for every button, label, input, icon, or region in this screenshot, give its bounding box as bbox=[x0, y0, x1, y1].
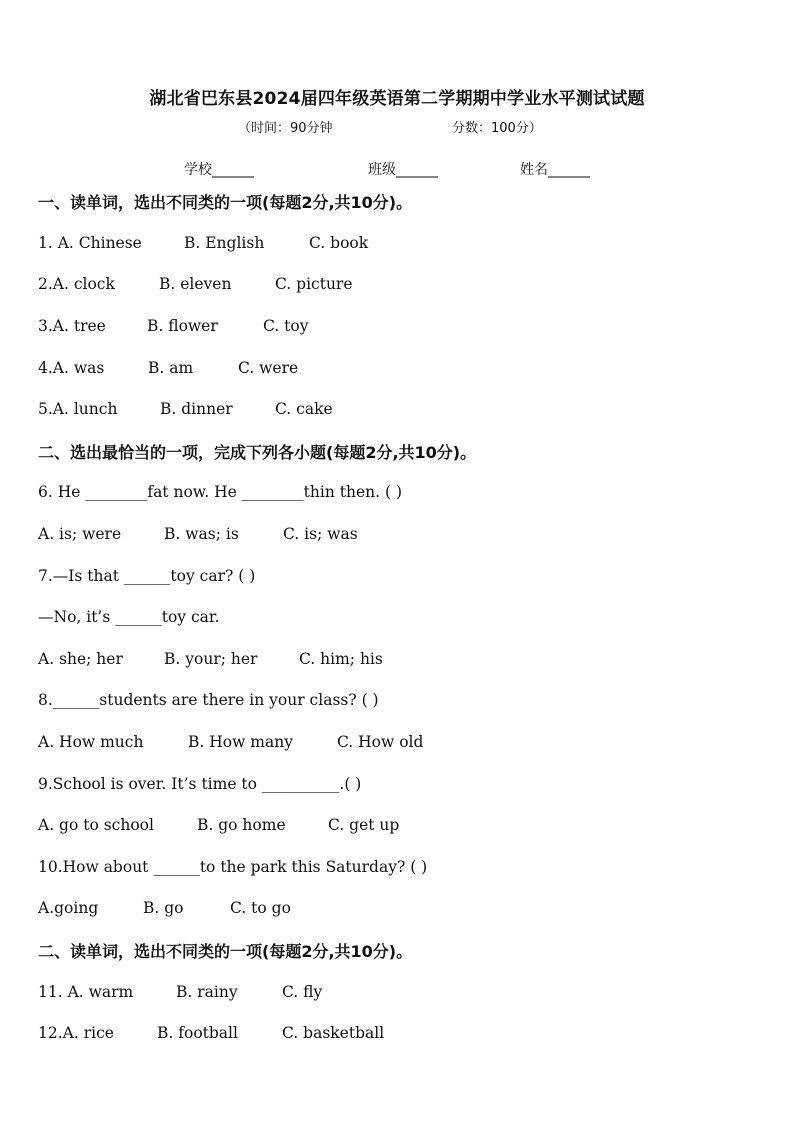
section-heading-2: 二、选出最恰当的一项，完成下列各小题(每题2分,共10分)。 bbox=[38, 443, 477, 462]
q12-option-b: B. football bbox=[157, 1024, 238, 1042]
q10-option-c: C. to go bbox=[230, 899, 291, 917]
q11-option-c: C. fly bbox=[282, 983, 323, 1001]
q7-stem: 7.—Is that ______toy car? ( ) bbox=[38, 567, 256, 585]
q10-option-b: B. go bbox=[143, 899, 184, 917]
name-field: 姓名______ bbox=[520, 162, 590, 178]
q7-option-c: C. him; his bbox=[299, 650, 383, 668]
q5-option-a: 5.A. lunch bbox=[38, 400, 118, 418]
section-heading-3: 二、读单词，选出不同类的一项(每题2分,共10分)。 bbox=[38, 942, 413, 961]
q3-option-b: B. flower bbox=[147, 317, 218, 335]
q11-option-b: B. rainy bbox=[176, 983, 238, 1001]
class-field: 班级______ bbox=[368, 162, 438, 178]
q6-option-b: B. was; is bbox=[164, 525, 239, 543]
q2-option-a: 2.A. clock bbox=[38, 275, 115, 293]
q9-option-c: C. get up bbox=[328, 816, 400, 834]
q7-stem-reply: —No, it’s ______toy car. bbox=[38, 608, 220, 626]
q8-stem: 8.______students are there in your class? ( ) bbox=[38, 691, 379, 709]
q3-option-a: 3.A. tree bbox=[38, 317, 106, 335]
q8-option-b: B. How many bbox=[188, 733, 293, 751]
q4-option-c: C. were bbox=[238, 359, 299, 377]
school-field: 学校______ bbox=[184, 162, 254, 178]
q8-option-a: A. How much bbox=[38, 733, 144, 751]
exam-score: 分数：100分） bbox=[452, 121, 542, 136]
q10-stem: 10.How about ______to the park this Saturday? ( ) bbox=[38, 858, 428, 876]
q9-option-a: A. go to school bbox=[38, 816, 154, 834]
q11-option-a: 11. A. warm bbox=[38, 983, 134, 1001]
q1-option-c: C. book bbox=[309, 234, 369, 252]
q1-option-b: B. English bbox=[184, 234, 265, 252]
page-title: 湖北省巴东县2024届四年级英语第二学期期中学业水平测试试题 bbox=[149, 89, 645, 109]
q8-option-c: C. How old bbox=[337, 733, 424, 751]
q7-option-b: B. your; her bbox=[164, 650, 258, 668]
q10-option-a: A.going bbox=[38, 899, 99, 917]
q5-option-c: C. cake bbox=[275, 400, 333, 418]
q12-option-a: 12.A. rice bbox=[38, 1024, 114, 1042]
q9-option-b: B. go home bbox=[197, 816, 286, 834]
q2-option-c: C. picture bbox=[275, 275, 353, 293]
q1-option-a: 1. A. Chinese bbox=[38, 234, 142, 252]
q4-option-b: B. am bbox=[148, 359, 194, 377]
q6-option-c: C. is; was bbox=[283, 525, 358, 543]
q2-option-b: B. eleven bbox=[159, 275, 232, 293]
q12-option-c: C. basketball bbox=[282, 1024, 385, 1042]
q9-stem: 9.School is over. It’s time to __________.( ) bbox=[38, 775, 362, 793]
q7-option-a: A. she; her bbox=[38, 650, 123, 668]
q4-option-a: 4.A. was bbox=[38, 359, 105, 377]
q3-option-c: C. toy bbox=[263, 317, 309, 335]
q5-option-b: B. dinner bbox=[160, 400, 233, 418]
q6-option-a: A. is; were bbox=[38, 525, 122, 543]
section-heading-1: 一、读单词，选出不同类的一项(每题2分,共10分)。 bbox=[38, 193, 413, 212]
q6-stem: 6. He ________fat now. He ________thin then. ( ) bbox=[38, 483, 403, 501]
exam-time: （时间：90分钟 bbox=[238, 121, 333, 136]
